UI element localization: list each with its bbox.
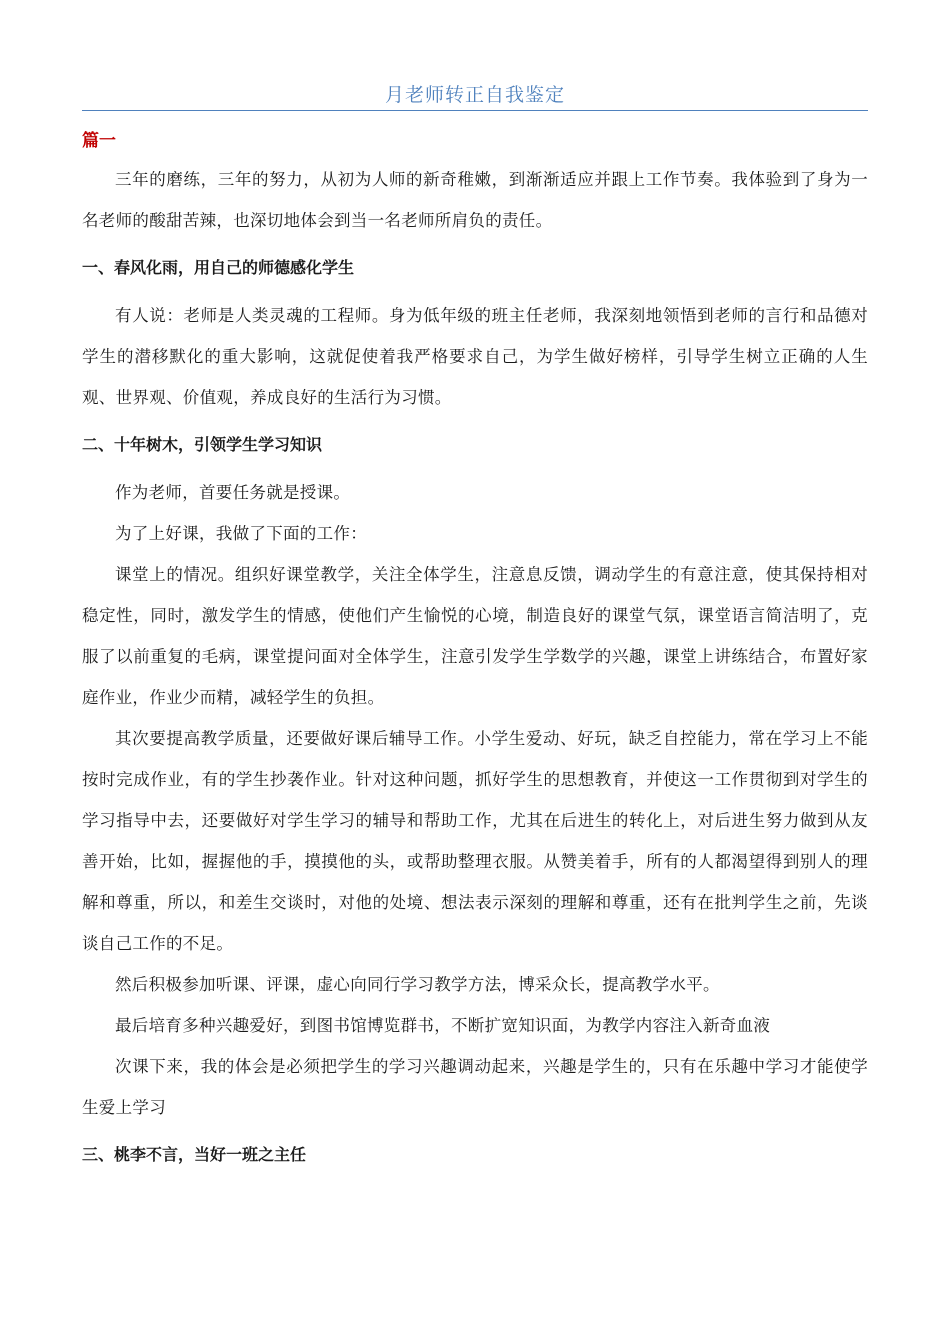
paragraph-tutoring: 其次要提高教学质量，还要做好课后辅导工作。小学生爱动、好玩，缺乏自控能力，常在学习上不能按时完成作业，有的学生抄袭作业。针对这种问题，抓好学生的思想教育，并使这一工作贯彻到对学生的学习指导中去，还要做好对学生学习的辅导和帮助工作，尤其在后进生的转化上，对后进生努力做到从友善开始，比如，握握他的手，摸摸他的头，或帮助整理衣服。从赞美着手，所有的人都渴望得到别人的理解和尊重，所以，和差生交谈时，对他的处境、想法表示深刻的理解和尊重，还有在批判学生之前，先谈谈自己工作的不足。: [82, 729, 868, 953]
paragraph-classroom: 课堂上的情况。组织好课堂教学，关注全体学生，注意息反馈，调动学生的有意注意，使其保持相对稳定性，同时，激发学生的情感，使他们产生愉悦的心境，制造良好的课堂气氛，课堂语言简洁明了，克服了以前重复的毛病，课堂提问面对全体学生，注意引发学生学数学的兴趣，课堂上讲练结合，布置好家庭作业，作业少而精，减轻学生的负担。: [82, 565, 868, 707]
document-title: 月老师转正自我鉴定: [384, 84, 565, 106]
paragraph-work-intro: 为了上好课，我做了下面的工作：: [115, 524, 367, 543]
heading-section-1: 一、春风化雨，用自己的师德感化学生: [82, 258, 355, 277]
paragraph-reflection: 次课下来，我的体会是必须把学生的学习兴趣调动起来，兴趣是学生的，只有在乐趣中学习才能使学生爱上学习: [82, 1057, 868, 1117]
heading-section-2: 二、十年树木，引领学生学习知识: [82, 435, 323, 454]
paragraph-interests: 最后培育多种兴趣爱好，到图书馆博览群书，不断扩宽知识面，为教学内容注入新奇血液: [115, 1016, 771, 1035]
heading-section-3: 三、桃李不言，当好一班之主任: [82, 1145, 307, 1164]
paragraph-teaching-task: 作为老师，首要任务就是授课。: [115, 483, 351, 502]
paragraph-teacher-ethics: 有人说：老师是人类灵魂的工程师。身为低年级的班主任老师，我深刻地领悟到老师的言行和品德对学生的潜移默化的重大影响，这就促使着我严格要求自己，为学生做好榜样，引导学生树立正确的人生观、世界观、价值观，养成良好的生活行为习惯。: [82, 306, 868, 407]
paragraph-intro: 三年的磨练，三年的努力，从初为人师的新奇稚嫩，到渐渐适应并跟上工作节奏。我体验到了身为一名老师的酸甜苦辣，也深切地体会到当一名老师所肩负的责任。: [82, 170, 868, 230]
paragraph-observation: 然后积极参加听课、评课，虚心向同行学习教学方法，博采众长，提高教学水平。: [115, 975, 720, 994]
document-header: [82, 0, 868, 111]
section-label: 篇一: [82, 131, 116, 151]
